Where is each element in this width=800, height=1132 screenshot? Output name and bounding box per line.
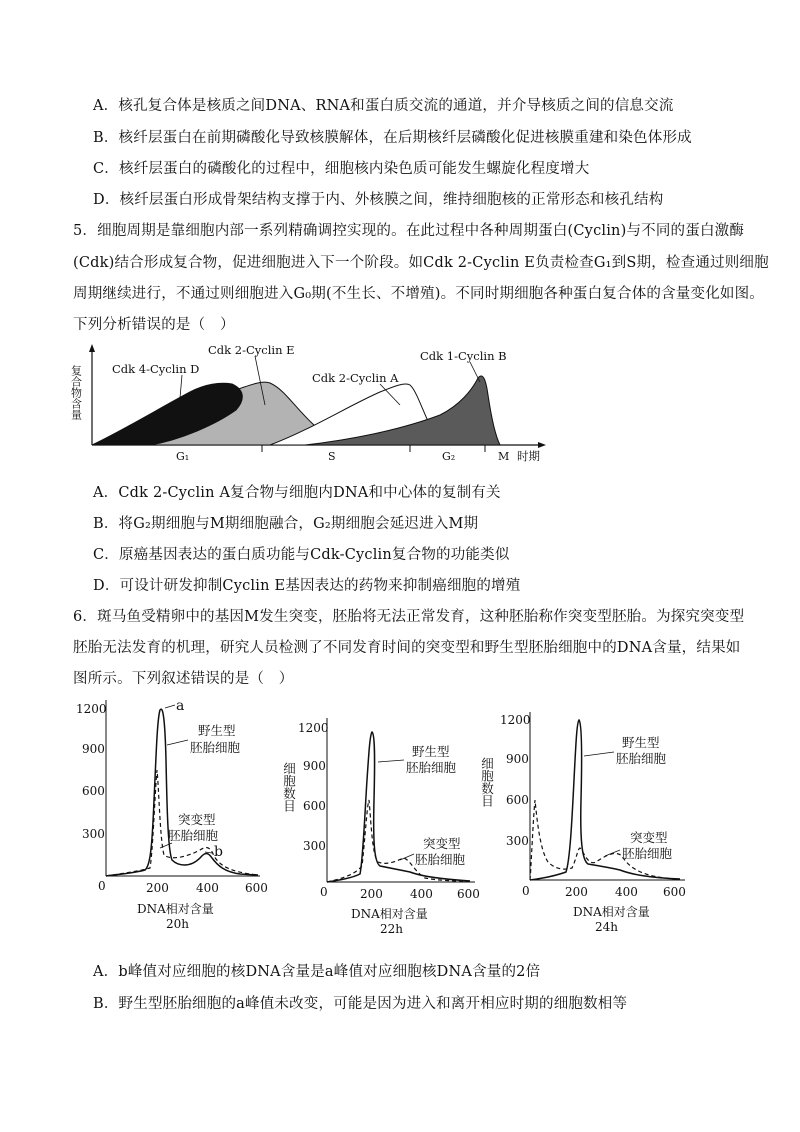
- q6-24h-time: 24h: [595, 920, 618, 934]
- q6-22h-xtick-600: 600: [457, 887, 480, 901]
- q6-chart-20h: [70, 695, 280, 935]
- q5-phase-g2: G₂: [442, 450, 456, 463]
- q5-phase-g1: G₁: [176, 450, 190, 463]
- q5-option-b: B．将G₂期细胞与M期细胞融合，G₂期细胞会延迟进入M期: [93, 516, 479, 532]
- q6-22h-mutant-label-1: 突变型: [423, 836, 461, 851]
- q6-20h-ytick-0: 0: [98, 879, 106, 893]
- q6-20h-xtick-600: 600: [245, 881, 268, 895]
- q5-ylabel: 复合物含量: [69, 365, 83, 420]
- q5-x-arrow: [538, 442, 546, 448]
- q4-option-a: A．核孔复合体是核质之间DNA、RNA和蛋白质交流的通道，并介导核质之间的信息交流: [93, 98, 674, 114]
- q6-22h-ylabel: 细胞数目: [281, 762, 297, 812]
- q6-20h-time: 20h: [166, 917, 189, 931]
- q6-20h-xlabel: DNA相对含量: [137, 902, 214, 916]
- q6-24h-xtick-400: 400: [615, 885, 638, 899]
- q5-option-a: A．Cdk 2-Cyclin A复合物与细胞内DNA和中心体的复制有关: [93, 485, 501, 501]
- q6-20h-xtick-200: 200: [146, 881, 169, 895]
- q6-24h-mutant-label-1: 突变型: [630, 830, 668, 845]
- q5-option-c: C．原癌基因表达的蛋白质功能与Cdk-Cyclin复合物的功能类似: [93, 547, 510, 563]
- q6-20h-peak-b: b: [214, 844, 223, 860]
- q6-stem-line-1: 6．斑马鱼受精卵中的基因M发生突变，胚胎将无法正常发育，这种胚胎称作突变型胚胎。为探究突变型: [73, 609, 745, 625]
- q6-option-a: A．b峰值对应细胞的核DNA含量是a峰值对应细胞核DNA含量的2倍: [93, 964, 541, 980]
- q6-22h-mutant-label-2: 胚胎细胞: [415, 852, 466, 867]
- q5-label-cyclin-a: Cdk 2-Cyclin A: [312, 371, 399, 385]
- q6-22h-ytick-600: 600: [303, 799, 326, 813]
- q6-22h-xtick-400: 400: [410, 887, 433, 901]
- q6-22h-wild-label-1: 野生型: [412, 744, 450, 759]
- q6-24h-ytick-300: 300: [506, 834, 529, 848]
- q6-24h-mutant-label-2: 胚胎细胞: [622, 846, 673, 861]
- q6-20h-pointer-a: [165, 705, 175, 708]
- q5-xlabel: 时期: [517, 449, 540, 463]
- q6-24h-ytick-900: 900: [506, 752, 529, 766]
- q6-20h-wild-label-2: 胚胎细胞: [190, 740, 241, 755]
- q6-22h-ytick-300: 300: [303, 839, 326, 853]
- q6-24h-wild-label-2: 胚胎细胞: [616, 751, 667, 766]
- q6-stem-line-3: 图所示。下列叙述错误的是（ ）: [73, 671, 294, 687]
- q6-20h-mutant-label-2: 胚胎细胞: [168, 828, 219, 843]
- q6-24h-wild-label-1: 野生型: [622, 735, 660, 750]
- q5-option-d: D．可设计研发抑制Cyclin E基因表达的药物来抑制癌细胞的增殖: [93, 578, 521, 594]
- q6-20h-ytick-300: 300: [82, 827, 105, 841]
- q5-cyclin-figure: [60, 338, 560, 468]
- q6-22h-ytick-0: 0: [320, 885, 328, 899]
- q6-24h-ytick-1200: 1200: [500, 713, 531, 727]
- q6-24h-pointer-mutant: [605, 850, 620, 856]
- q6-chart-22h: [280, 710, 480, 940]
- q6-20h-pointer-wild: [167, 740, 188, 745]
- q6-24h-xlabel: DNA相对含量: [573, 905, 650, 919]
- q5-y-arrow: [89, 344, 95, 352]
- q6-22h-ytick-900: 900: [303, 759, 326, 773]
- q6-20h-ytick-900: 900: [82, 742, 105, 756]
- q5-stem-line-3: 周期继续进行，不通过则细胞进入G₀期(不生长、不增殖)。不同时期细胞各种蛋白复合体的含量变化如图。: [73, 286, 765, 302]
- q4-option-c: C．核纤层蛋白的磷酸化的过程中，细胞核内染色质可能发生螺旋化程度增大: [93, 161, 590, 177]
- q5-stem-line-2: (Cdk)结合形成复合物，促进细胞进入下一个阶段。如Cdk 2-Cyclin E负责检查G₁到S期，检查通过则细胞: [73, 255, 769, 271]
- q6-24h-xtick-600: 600: [663, 885, 686, 899]
- q6-22h-time: 22h: [380, 922, 403, 936]
- q6-24h-ylabel: 细胞数目: [479, 757, 495, 807]
- q6-22h-xtick-200: 200: [360, 887, 383, 901]
- q4-option-b: B．核纤层蛋白在前期磷酸化导致核膜解体，在后期核纤层磷酸化促进核膜重建和染色体形成: [93, 130, 692, 146]
- q6-stem-line-2: 胚胎无法发育的机理，研究人员检测了不同发育时间的突变型和野生型胚胎细胞中的DNA含量，结果如: [73, 640, 741, 656]
- q5-label-cyclin-b: Cdk 1-Cyclin B: [420, 349, 507, 363]
- q6-22h-pointer-wild: [378, 760, 404, 762]
- q6-24h-ytick-600: 600: [506, 793, 529, 807]
- q6-24h-xtick-200: 200: [565, 885, 588, 899]
- q6-22h-ytick-1200: 1200: [298, 721, 329, 735]
- q5-phase-m: M: [498, 450, 510, 463]
- q6-20h-xtick-400: 400: [196, 881, 219, 895]
- q6-24h-pointer-wild: [584, 752, 614, 756]
- q6-20h-mutant-label-1: 突变型: [178, 812, 216, 827]
- q6-20h-wild-label-1: 野生型: [198, 723, 236, 738]
- q6-24h-ytick-0: 0: [522, 884, 530, 898]
- q5-stem-line-1: 5．细胞周期是靠细胞内部一系列精确调控实现的。在此过程中各种周期蛋白(Cyclin)与不同的蛋白激酶: [73, 223, 745, 239]
- q6-20h-ytick-1200: 1200: [76, 702, 107, 716]
- q5-pointer-cyclin-d: [180, 375, 182, 398]
- q6-22h-wild-label-2: 胚胎细胞: [406, 760, 457, 775]
- q4-option-d: D．核纤层蛋白形成骨架结构支撑于内、外核膜之间，维持细胞核的正常形态和核孔结构: [93, 192, 664, 208]
- q5-label-cyclin-d: Cdk 4-Cyclin D: [112, 362, 200, 376]
- q6-option-b: B．野生型胚胎细胞的a峰值未改变，可能是因为进入和离开相应时期的细胞数相等: [93, 996, 628, 1012]
- q6-20h-ytick-600: 600: [82, 784, 105, 798]
- q6-22h-xlabel: DNA相对含量: [351, 907, 428, 921]
- q6-20h-peak-a: a: [176, 698, 185, 714]
- q5-label-cyclin-e: Cdk 2-Cyclin E: [208, 343, 295, 357]
- q6-chart-24h: [478, 704, 693, 936]
- q5-pointer-cyclin-b: [470, 362, 480, 382]
- q5-stem-line-4: 下列分析错误的是（ ）: [73, 317, 235, 333]
- q5-phase-s: S: [328, 450, 336, 463]
